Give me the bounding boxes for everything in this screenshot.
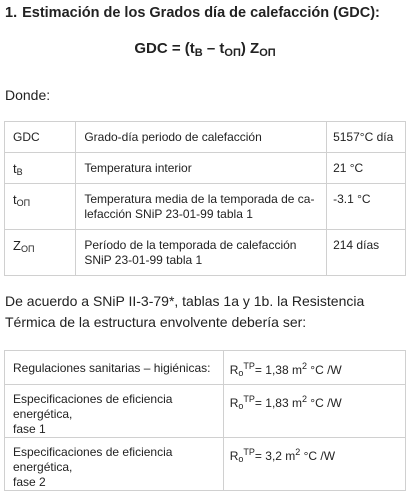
description-cell: Período de la temporada de calefacción SNiP 23-01-99 tabla 1	[76, 230, 327, 276]
resistance-paragraph: De acuerdo a SNiP II-3-79*, tablas 1a y 1b. la Resistencia Térmica de la estructura envolvente debería ser:	[5, 293, 365, 330]
regulation-label-cell: Especificaciones de eficiencia energética, fase 1	[5, 385, 224, 438]
value-cell: 21 °C	[327, 153, 406, 184]
description-cell: Temperatura media de la temporada de ca- lefacción SNiP 23-01-99 tabla 1	[76, 184, 327, 230]
table-row	[5, 438, 406, 491]
symbol-cell: GDC	[5, 122, 76, 153]
variables-table	[4, 121, 406, 276]
table-row	[5, 230, 406, 276]
regulation-label-cell: Regulaciones sanitarias – higiénicas:	[5, 351, 224, 385]
symbol-cell: $t_{ОП}$	[5, 184, 76, 230]
section-number: 1.	[5, 5, 18, 21]
resistance-table	[4, 350, 406, 491]
table-row	[5, 122, 406, 153]
gdc-formula: GDC = $(t_B - t_{ОП})$ $Z_{ОП}$	[134, 40, 276, 59]
description-cell: Grado-día periodo de calefacción	[76, 122, 327, 153]
table-row	[5, 153, 406, 184]
value-cell: -3.1 °C	[327, 184, 406, 230]
section-heading	[5, 5, 380, 21]
symbol-cell: $Z_{ОП}$	[5, 230, 76, 276]
table-row	[5, 385, 406, 438]
description-cell: Temperatura interior	[76, 153, 327, 184]
resistance-value-cell: $R_o^{TP}= 3,2$ $m^2$ °C /W	[223, 438, 405, 491]
section-title: Estimación de los Grados día de calefacción (GDC):	[22, 5, 380, 21]
regulation-label-cell: Especificaciones de eficiencia energética, fase 2	[5, 438, 224, 491]
value-cell: 5157°C día	[327, 122, 406, 153]
symbol-cell: $t_B$	[5, 153, 76, 184]
table-row	[5, 351, 406, 385]
value-cell: 214 días	[327, 230, 406, 276]
resistance-value-cell: $R_o^{TP}= 1,83$ $m^2$ °C /W	[223, 385, 405, 438]
table-row	[5, 184, 406, 230]
resistance-value-cell: $R_o^{TP}= 1,38$ $m^2$ °C /W	[223, 351, 405, 385]
donde-label: Donde:	[5, 87, 51, 103]
